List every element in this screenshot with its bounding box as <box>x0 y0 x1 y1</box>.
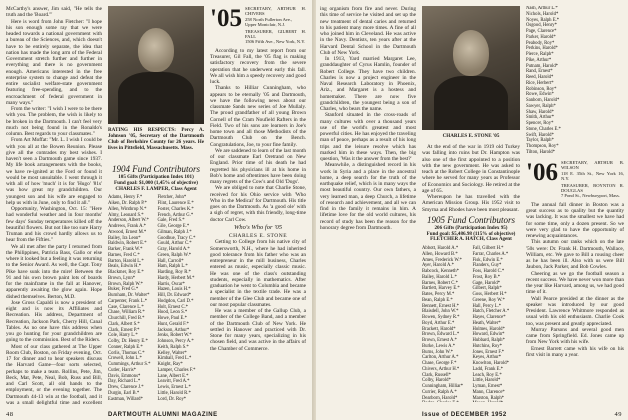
names-list: Fall, Gilbert H.* Farrar, Charles A.* Fisk, Edwin E.* Flanders, Guy* Foss, Harold C.* Frost, Roy B.* Gage, Harold* Gilbert, Ralph* Goss, Herbert H.* Greene, Roy W.* Hall, Percy L.* Hatch, Fletcher A.* Hayes, Clarence* Heath, Walter* Holmes, Harold* Howard, Edwin* Hubbard, Ralph* Hutchins, Roy* Jones, Ernest F.* Keyes, Arthur* Knowlton, Harold* Ladd, Frank E.* Leach, Roy E.* Little, Harold* Lyman, Ernest* Mann, Clarence* Marston, Ralph* <box>472 246 510 401</box>
right-column-3 <box>526 6 624 406</box>
class-number: '05 <box>210 6 242 32</box>
fund-header <box>422 215 520 243</box>
fund-agent: FLETCHER A. HATCH, Class Agent <box>430 236 512 243</box>
photo-caption: RATING HIS RESPECTS: Percy A. Johnson '05, Secretary of the Dartmouth Club of Berkshire County for 26 years. He lives in Pittsfield, Massachusetts. Mass. <box>108 127 204 151</box>
left-column-1 <box>6 6 102 406</box>
paragraph: We are saddened to learn of the last month of our classmate Earl Oretrand on New England. Prior time of his death he had regretted his physicians ill at his home in Bob's home and oftentimes have been doing many regrets of the Cow's and Old 'Dogs'. <box>210 147 306 186</box>
paragraph: Getting to College from his native city of Somersworth, N.H., where he had inherited good tolerance from his father who was an entrepreneur in the mill business, Charles entered as music, especially classic music. He was one of the class's outstanding students, especially in mathematics. After graduation he went to Columbia and became a specialist in the textile trade. He was a member of the Glee Club and became one of our most popular classmates. <box>210 239 306 308</box>
page-number: 49 <box>614 411 622 418</box>
class-officers <box>561 160 624 199</box>
magazine-name: DARTMOUTH ALUMNI MAGAZINE <box>108 412 218 418</box>
fund-line: 206 Gifts (Participation Index 95) <box>434 224 508 231</box>
paragraph: Whereupon he has travelled with the American Mission Group. His 1952 visit to Smyrna and Rhodes have been most pleasant. <box>422 194 520 213</box>
page-number: 48 <box>6 411 14 418</box>
fund-title: 1905 Fund Contributors <box>426 214 515 225</box>
names-list: Nash, Arthur L.* Nichols, Harold* Noyes, Ralph E.* Osgood, Henry* Page, Clarence* Parker, Harold* Peabody, Roy* Perkins, Harold* Pierce, Ralph* Pike, Arthur* Putnam, Harold* Rand, Ernest* Reed, Harold* Rice, Herbert* Robinson, Roy* Rowe, Edwin* Sanborn, Harold* Sawyer, Ralph* Shaw, Harold* Smith, Arthur* Spencer, Roy* Stone, Charles E.* Swift, Harold* Taylor, Ralph* Thompson, Roy* Tilton, Harold* <box>526 6 561 155</box>
fund-1904 <box>108 162 204 402</box>
secretary: SECRETARY, ARTHUR B. WILSON 118 E. 35th St., New York 16, N.Y. <box>560 160 624 182</box>
photo-percy-johnson <box>108 6 204 124</box>
paragraph: Opportunity, Washington, Oct. 15: "Here had wonderful weather and in four months' few days' Sunday temperatures killed off the beautiful flowers. But not like too sure Harry Truman and his crowd hardly allows us to hear from the Fifties." <box>6 206 102 244</box>
paragraph: According to my latest report from our Treasurer, Gil Fall, the '05 flag is making satisfactory recovery from the severe operation that he underwent early this fall. We all wish him a speedy recovery and good luck. <box>210 47 306 86</box>
issue-date: Issue of DECEMBER 1952 <box>422 412 507 418</box>
names-list: Abbott, Harold A.* Allen, Howard B.* Ames, Frederick W.* Ayer, Harold A.* Babcock, Kenneth* Bailey, Harold L.* Barnes, Robert C.* Bartlett, Harvey E.* Bates, Percy M.* Bean, Ralph E.* Bennett, Ernest H.* Blaisdell, John W.* Bowen, Sydney R.* Boyd, Arthur E.* Brackett, Harold* Brown, Edward L.* Brown, Ernest A.* Burke, Lewis A.* Burns, John W.* Carlton, Arthur A.* Chase, George F.* Chivers, Arthur H.* Clark, Russell* Colby, Harold* Cunningham, Hilliar* Currier, Ralph A.* Dearborn, Harold* <box>422 246 464 401</box>
paragraph: McCarthy's answer, Jim said, "He tells the truth and the 'Board.'" <box>6 6 102 19</box>
fund-names <box>422 246 520 402</box>
class-header-05 <box>210 6 306 45</box>
paragraph: Stanford situated in the cross-roads of many cultures with over a thousand years use of the world's greatest and most powerful cities. He has enjoyed the traveling man of peace, perhaps as a result of his long trips and the leisure resolve which has marked him in these ways. Then, the big question, 'Was it the answer from the best?' <box>320 112 416 162</box>
names-list: Adams, Henry F.* Aiken, Dr. Ralph P.* Allen, Winthrop N.* Almy, Leonard S.* Anderson, Albert W.* Andrews, Frank A.* Atwood, Ernest M.* Bailey, Ira Leon* Baldwin, Robert E.* Barker, Frank W.* Barnes, Fred C.* Barton, Harold L.* Beals, Edwin H.* Blackmer, Roy E.* Brown, Lynn* Brown, Ralph W.* Buker, Fred G.* Burnham, Dr. Walter* Carpenter, Frank L.* Case, Clarence L.* Chase, William R.* Churchill, Fred B.* Clark, Albert S.* Clark, Ernest P.* Cole, Harry L.* Colby, Dr. Henry E.* Conner, Ralph E.* Corlis, Thomas C.* Crowell, John L.* Cummings, Arthur S.* Cutler, Harris* Davis, Emmons* Day, Richard L.* Drew, Clarence J.* Durgin, Earl B.* Eastman, Willard* <box>108 195 151 402</box>
paragraph: Here is word from John Fletcher: "I hope his son enough some ray that we were headed towards a national government with a bureau of the Sciences, and, which doesn't have to be entirely separate, the idea that nation has made the long arm of the Federal Government stretch further and further in everything and there is no government enough. Americans interested in the free enterprise system to change and defeat the entire socialist welfare-state government featuring free-spending, and to the encroachment of federal government in many ways." <box>6 18 102 106</box>
right-column-2 <box>422 144 520 402</box>
paragraph: Wall Pearce presided at the dinner as the speaker was introduced by our good President. Lawrence Whitmore responded as usual with his old enthusiasm. Charlie Cook too, was present and greatly appreciated. <box>526 295 624 327</box>
fund-line: Fund goal: $1,000 (1,45% of objective) <box>114 179 198 186</box>
paragraph: From the writer: "I wish I were to be there with you. The problem, the wish is likely to be broken in the Dartmouth. I can't feel very much not being found in the Ronaldo's column. Best regards to your classmates." <box>6 106 102 137</box>
fund-title: 1904 Fund Contributors <box>111 164 200 174</box>
paragraph: Murray Parsons and several good men came from Springfield. Ed. Jones came up from New York with his wife. <box>526 326 624 346</box>
paragraph: Cheering as we go the football season a recent success. We have never won more than the year like Harvard, among us, we had good time of it. <box>526 270 624 296</box>
paragraph: Jose Gross Capaldi is now a president of eight and is now its Affiliates and Recreation. His address, Department of Recreation, Jackson Park, Cherry Hill, Canal Tables. As no one have this address when you go hunting for your grandchildren are going to the commission. Best of the Riders. <box>6 299 102 344</box>
paragraph: Most of our class gathered at The Upper Room Club, Boston, on Friday evening, Oct. 17 for dinner and to hear speakers discuss the Harvard Game—four sorts selected, perhaps to make a team. Rollins, Pete, Jim, Beck, Mat, Pete, Neal, Bob, Russ and Bill, and Carl Scott, all old hands to the employment, or the evening together. The Dartmouth 44-13 win at the football, and it was a small delightful time and excellent <box>6 343 102 406</box>
paragraph: At the end of the war in 1919 old Turkey was falling into ruins but Dr. Hampton was also one of the first appointed to a position with the new government. He was asked to teach at the Robert College in Constantinople where he served for many years as Professor of Economics and Sociology. He retired at the age of 65. <box>422 144 520 194</box>
photo-coat <box>434 76 508 130</box>
paragraph: We are obliged to note that Charlie Stone, received for his Ohio service with 'Who Who in the Medical' for Dartmouth. His title goes on the Dartmouth. As 'a good ole' with a sigh of regret, with this friendly, long-time doctor Carl Cow. <box>210 185 306 223</box>
paragraph: The annual fall dinner in Boston was a great success as to quality but the quantity was lacking. It was the smallest we have had for some time, only a dozen present. So we were very glad to have the opportunity of renewing acquaintances. <box>526 201 624 240</box>
paragraph: Ernest Barrett came with his wife on his first visit in many a year. <box>526 345 624 358</box>
paragraph: This autumn our ranks which on the late '50s were: Dr. Frank H. Dartmouth, Wallace, William, etc. We gave to Bill a rousing cheer as he has been ill. Also with us were Bill Jaubon, Jack Parker, and Bob Cowles. <box>526 239 624 271</box>
paragraph: From Art Moffat: "Mr. L. I wish I could be with you all at the Bowen Reunion. Please give all the comrades my best wishes. I haven't seen a Dartmouth game since 1937. My life book arrangements with the books, we have re-ignited at the Ford or found it would be most unsuitable. I went through it with all of how 'much' it is for 'Hugo' '81s' was how great my grandchildren. Our youngest son and his wife are engaged to help us with in June, only to find it all." <box>6 137 102 206</box>
photo-coat <box>118 72 194 124</box>
fund-line: 105 Gifts (Participation Index 101) <box>118 174 194 180</box>
fund-names <box>108 195 204 402</box>
left-column-3 <box>210 6 306 406</box>
fund-line: Fund goal: $5,486.98 (115% of objective) <box>426 230 516 237</box>
photo-caption: CHARLES E. STONE '05 <box>442 133 500 139</box>
paragraph: He was a member of the Gallup Club, a member of the College Band, and a member of the Dartmouth Club of New York. He settled in Hanover and practiced with Dr. Stone for many years, specializing in his chosen field, and was active in the affairs of the Chamber of Commerce. <box>210 308 306 352</box>
paragraph: We all met after the party I returned from the Philippines, Patricia Bass, Gallo or else where it looked but a feeling it was returning to the Senior Award. As well, the Capt. Tony Pike have sunk into the mire! Between the 91 and his own brown paint lots of boards for the mainframe in the fall at Hanover, apparently awaiting the glow again. Hope dished themselves. Berton, M.D. <box>6 243 102 300</box>
paragraph: ing organism from fire and never. During this time of service he visited and set up the new treatment of dental caries and returned to his patient many more times. A fine of all who joined him in Cleveland. He was active in the Navy. Dentists, ten years after at the Harvard Dental School in the Dartmouth Club of New York. <box>320 6 416 56</box>
treasurer: TREASURER, GILBERT H. FALL 1506 Fifth Ave., New York, N.Y. <box>244 28 306 45</box>
section-subheading: CHARLES E. STONE <box>228 233 288 240</box>
right-page <box>316 0 628 420</box>
left-page <box>0 0 312 420</box>
right-column-1 <box>320 6 416 406</box>
fund-header <box>108 164 204 192</box>
photo-face <box>138 28 174 72</box>
class-number: '06 <box>526 159 558 186</box>
class-officers <box>245 6 306 45</box>
secretary: SECRETARY, ARTHUR H. CHIVERS 258 North Fullerton Ave., Upper Montclair, N.J. <box>244 6 306 28</box>
paragraph: Thanks to Hilliar Cunningham, who appears to be eternally '05 and Dartmouth, we have the following news about our classmate Sands new series of Joe Mullaly. The proud grandfather of all young Brown Cornell of the Cram Noufield Rafters in the Field. Two of his sons are learners in Joe's home town and all those Methodists of the Dartmouth Club on the Bench. Congratulations, Joe, to your fine family. <box>210 85 306 148</box>
class-header-06 <box>526 160 624 199</box>
names-list: Fletcher, John* Flint, Laurence E.* Foster, Charles K.* French, Arthur G.* Gale, Fred S.* Gile, George E.* Gilman, Ralph J.* Goodhue, Tracy C.* Gould, Arthur C.* Gray, Harold A.* Green, Ralph W.* Hall, Carroll* Ham, Ralph L.* Harding, Roy R.* Hardy, Herbert M.* Harris, Oscar* Hazen, Louis H.* Hill, Dr. Edward* Hodgdon, Carl D.* Holt, Ernest C.* Hood, Leon S.* Howe, Paul E.* Hunt, Gerald F.* Jackson, Arthur* Jenks, Robert W.* Johnson, Percy A.* Keith, Ralph S.* Kelley, Walter* Kimball, Fred L.* Knight, Ray* Lamper, Charles F.* Lane, Albert E.* Leavitt, Fred A.* Lewis, Ernest L.* Little, Harold R.* Lord, Dr. Roy* <box>157 195 196 402</box>
treasurer: TREASURER, BOYNTON R. DOUGLAS 7 Pond St., Newburyport, Mass. <box>560 182 624 199</box>
photo-charles-stone <box>422 6 520 130</box>
fund-agent: CHARLES F. LAMPER, Class Agent <box>115 185 197 192</box>
photo-face <box>453 30 489 76</box>
section-heading: Who's Who for '05 <box>233 223 283 231</box>
paragraph: Meanwhile, a distinguished record in his work in Syria and a place in the ancestral home, a deep search for the truth of the earthquake relief, which is in many ways the most beautiful country. Our own fathers, a very learned man, a deep Church, a lifetime of research and achievement, and all we can find in the family it remains in him. A lifetime love for the old world cultures, his record of study has been the reason for the honorary degree from Dartmouth. <box>320 162 416 231</box>
paragraph: In 1913, Yard married Margaret Lee, granddaughter of Cyrus Hamlin, founder of Robert College. They have two children. Charles is now a project engineer in the Naval Research Laboratory in Phoenix, Ariz., and Margaret is a hostess and homemaker. There are now five grandchildren, the youngest being a son of Charles, who bears the name. <box>320 56 416 112</box>
